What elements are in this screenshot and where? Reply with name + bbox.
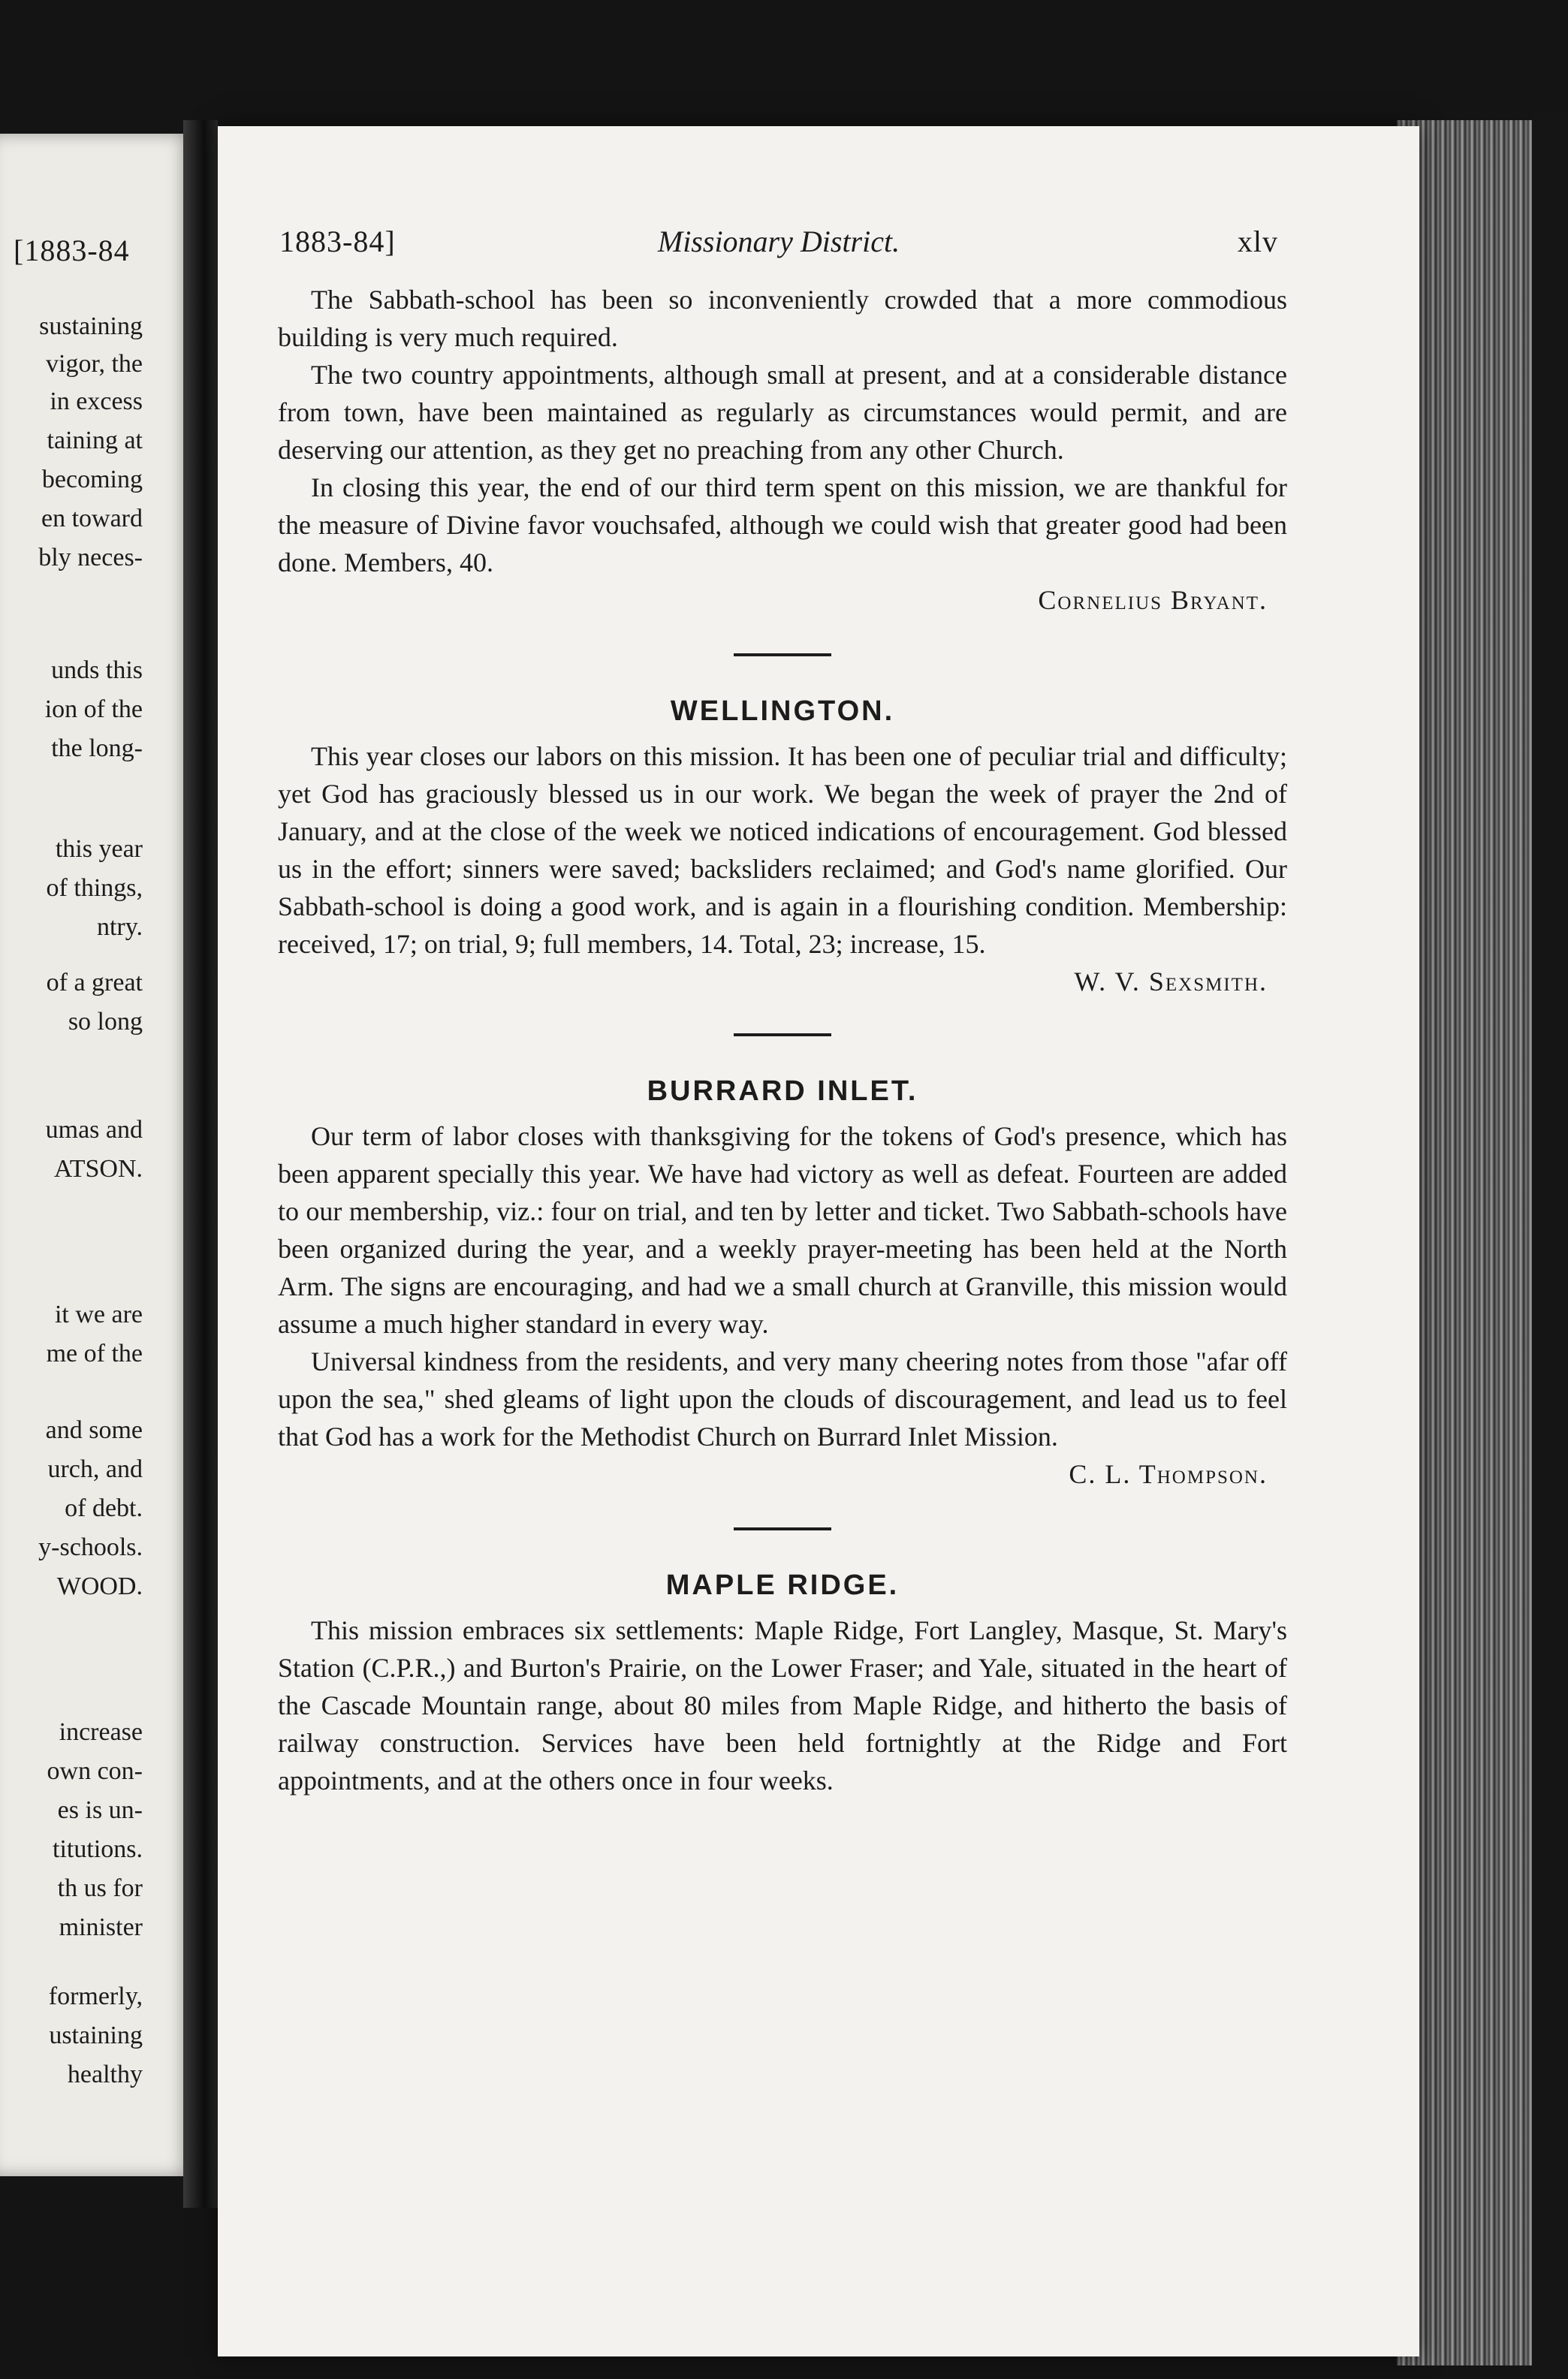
left-page-line: umas and xyxy=(45,1116,143,1144)
left-page-line: increase xyxy=(59,1718,143,1746)
paragraph: Universal kindness from the residents, and very many cheering notes from those "afar off upon the sea," shed gleams of light upon the clouds of discouragement, and lead us to feel that God has a work for the Methodist Church on Burrard Inlet Mission. xyxy=(278,1346,1287,1452)
running-head-title: Missionary District. xyxy=(657,225,900,258)
page-number: xlv xyxy=(1237,225,1278,258)
left-page-line: unds this xyxy=(51,656,143,684)
left-page-line: ustaining xyxy=(49,2022,143,2049)
left-page-header: [1883-84 xyxy=(14,234,130,267)
paragraph: Our term of labor closes with thanksgiving for the tokens of God's presence, which has been apparent specially this year. We have had victory as well as defeat. Fourteen are added to our membership, viz.: four on trial, and ten by letter and ticket. Two Sabbath-schools have been organized during the year, and a weekly prayer-meeting has been held at the North Arm. The signs are encouraging, and had we a small church at Granville, this mission would assume a much higher standard in every way. xyxy=(278,1121,1287,1339)
paragraph: The two country appointments, although small at present, and at a considerable distance from town, have been maintained as regularly as circumstances would permit, and are deserving our attention, as they get no preaching from any other Church. xyxy=(278,360,1287,465)
left-page-line: the long- xyxy=(51,734,143,762)
book-cover-edge xyxy=(1532,113,1568,2379)
left-page-line: taining at xyxy=(47,427,143,454)
left-page-line: bly neces- xyxy=(38,544,143,571)
left-page-line: this year xyxy=(55,835,143,863)
signature: C. L. Thompson. xyxy=(1069,1459,1268,1489)
left-page-line: ion of the xyxy=(44,695,143,723)
left-page-line: minister xyxy=(59,1913,143,1941)
left-page-line: y-schools. xyxy=(38,1533,143,1561)
left-page-line: healthy xyxy=(67,2061,143,2088)
left-page-line: WOOD. xyxy=(56,1572,143,1600)
left-page-line: of debt. xyxy=(65,1494,143,1522)
signature: W. V. Sexsmith. xyxy=(1074,966,1268,997)
left-page-line: own con- xyxy=(47,1757,143,1785)
paragraph: This mission embraces six settlements: Maple Ridge, Fort Langley, Masque, St. Mary's Station (C.P.R.,) and Burton's Prairie, on the Lower Fraser; and Yale, situated in the heart of the Cascade Mountain range, about 80 miles from Maple Ridge, and hitherto the basis of railway construction. Services have been held fortnightly at the Ridge and Fort appointments, and at the others once in four weeks. xyxy=(278,1615,1287,1796)
left-page-line: so long xyxy=(68,1008,143,1036)
left-page-line: becoming xyxy=(41,466,143,493)
left-page-line: of things, xyxy=(46,874,143,902)
paragraph: In closing this year, the end of our third term spent on this mission, we are thankful for the measure of Divine favor vouchsafed, although we could wish that greater good had been done. Members, 40. xyxy=(278,472,1287,577)
left-page-line: it we are xyxy=(54,1301,143,1328)
paragraph: This year closes our labors on this mission. It has been one of peculiar trial and difficulty; yet God has graciously blessed us in our work. We began the week of prayer the 2nd of January, and at the close of the week we noticed indications of encouragement. God blessed us in the effort; sinners were saved; backsliders reclaimed; and God's name glorified. Our Sabbath-school is doing a good work, and is again in a flourishing condition. Membership: received, 17; on trial, 9; full members, 14. Total, 23; increase, 15. xyxy=(278,741,1287,959)
left-page-line: me of the xyxy=(46,1340,143,1367)
section-title-burrard-inlet: BURRARD INLET. xyxy=(647,1075,918,1107)
left-page-line: in excess xyxy=(50,387,143,415)
left-page-line: es is un- xyxy=(57,1796,143,1824)
left-page-line: th us for xyxy=(57,1874,143,1902)
left-page-line: sustaining xyxy=(39,312,143,340)
running-head xyxy=(279,224,1278,269)
left-page-line: ATSON. xyxy=(53,1155,143,1183)
page-body xyxy=(278,281,1287,1799)
signature: Cornelius Bryant. xyxy=(1038,585,1268,615)
left-page-line: vigor, the xyxy=(46,350,143,378)
left-page-line: titutions. xyxy=(53,1835,143,1863)
left-page-line: and some xyxy=(45,1416,143,1444)
left-page-line: formerly, xyxy=(48,1982,143,2010)
left-page-line: urch, and xyxy=(47,1455,143,1483)
paragraph: The Sabbath-school has been so inconveniently crowded that a more commodious building is very much required. xyxy=(278,285,1287,352)
left-page-line: of a great xyxy=(46,969,143,997)
section-title-wellington: WELLINGTON. xyxy=(670,695,895,727)
book-page xyxy=(218,126,1419,2356)
left-page-line: ntry. xyxy=(96,913,143,941)
left-page-fragment xyxy=(0,134,194,2176)
left-page-line: en toward xyxy=(41,505,143,532)
section-title-maple-ridge: MAPLE RIDGE. xyxy=(665,1569,900,1601)
running-head-year: 1883-84] xyxy=(279,225,396,258)
book-gutter xyxy=(183,120,218,2208)
